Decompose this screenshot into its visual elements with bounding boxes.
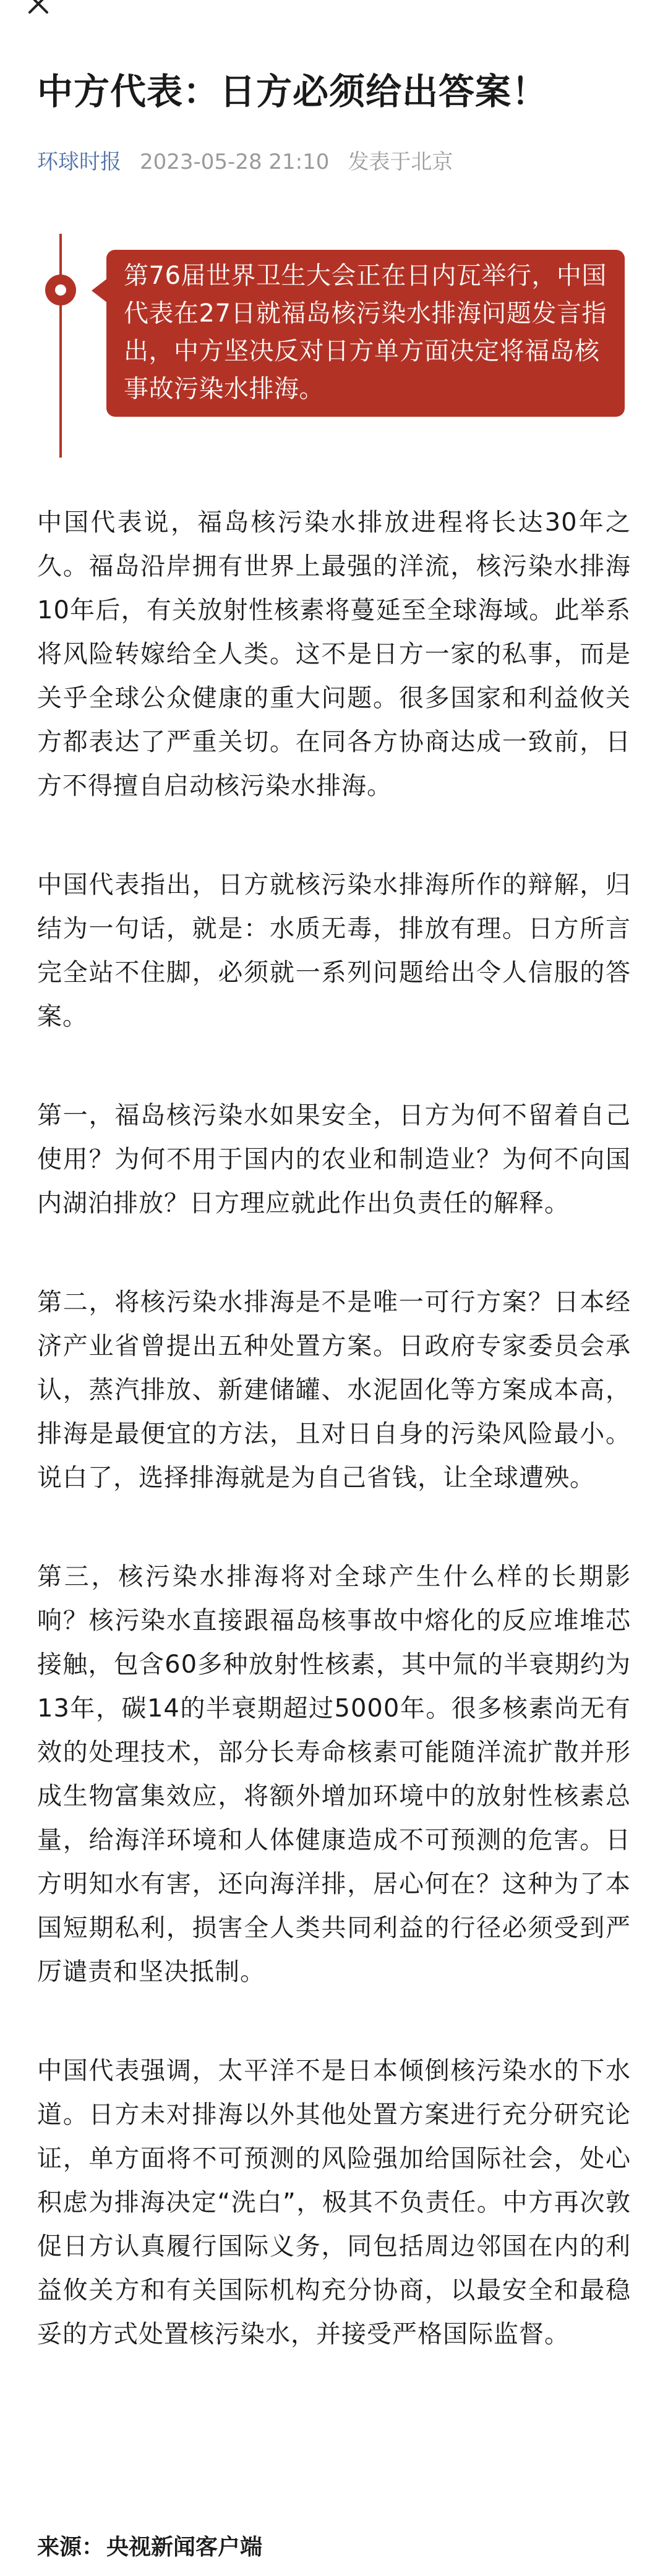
callout-pointer xyxy=(92,278,108,303)
body-paragraph: 第一，福岛核污染水如果安全，日方为何不留着自己使用？为何不用于国内的农业和制造业？为何不向国内湖泊排放？日方理应就此作出负责任的解释。 xyxy=(37,1101,631,1218)
source-value: 央视新闻客户端 xyxy=(106,2535,263,2560)
article-meta xyxy=(37,143,453,181)
source-link[interactable]: 环球时报 xyxy=(37,150,121,174)
top-bar xyxy=(0,0,668,25)
publish-location: 发表于北京 xyxy=(348,150,453,174)
article-title: 中方代表：日方必须给出答案！ xyxy=(37,70,549,113)
body-paragraph: 中国代表说，福岛核污染水排放进程将长达30年之久。福岛沿岸拥有世界上最强的洋流，核污染水排海10年后，有关放射性核素将蔓延至全球海域。此举系将风险转嫁给全人类。这不是日方一家的私事，而是关乎全球公众健康的重大问题。很多国家和利益攸关方都表达了严重关切。在同各方协商达成一致前，日方不得擅自启动核污染水排海。 xyxy=(37,508,631,800)
timeline-dot-icon xyxy=(45,275,76,305)
close-icon[interactable] xyxy=(26,0,51,16)
source-label: 来源： xyxy=(37,2535,105,2560)
article-body xyxy=(37,501,631,2356)
body-paragraph: 第三，核污染水排海将对全球产生什么样的长期影响？核污染水直接跟福岛核事故中熔化的反应堆堆芯接触，包含60多种放射性核素，其中氚的半衰期约为13年，碳14的半衰期超过5000年。很多核素尚无有效的处理技术，部分长寿命核素可能随洋流扩散并形成生物富集效应，将额外增加环境中的放射性核素总量，给海洋环境和人体健康造成不可预测的危害。日方明知水有害，还向海洋排，居心何在？这种为了本国短期私利，损害全人类共同利益的行径必须受到严厉谴责和坚决抵制。 xyxy=(37,1563,631,1986)
body-paragraph: 中国代表强调，太平洋不是日本倾倒核污染水的下水道。日方未对排海以外其他处置方案进行充分研究论证，单方面将不可预测的风险强加给国际社会，处心积虑为排海决定“洗白”，极其不负责任。中方再次敦促日方认真履行国际义务，同包括周边邻国在内的利益攸关方和有关国际机构充分协商，以最安全和最稳妥的方式处置核污染水，并接受严格国际监督。 xyxy=(37,2057,631,2348)
timeline-line xyxy=(59,234,62,458)
publish-date: 2023-05-28 21:10 xyxy=(140,150,330,174)
article-source-footer xyxy=(37,2532,262,2563)
body-paragraph: 中国代表指出，日方就核污染水排海所作的辩解，归结为一句话，就是：水质无毒，排放有理。日方所言完全站不住脚，必须就一系列问题给出令人信服的答案。 xyxy=(37,871,631,1031)
summary-callout: 第76届世界卫生大会正在日内瓦举行，中国代表在27日就福岛核污染水排海问题发言指出，中方坚决反对日方单方面决定将福岛核事故污染水排海。 xyxy=(106,250,625,417)
body-paragraph: 第二，将核污染水排海是不是唯一可行方案？日本经济产业省曾提出五种处置方案。日政府专家委员会承认，蒸汽排放、新建储罐、水泥固化等方案成本高，排海是最便宜的方法，且对日自身的污染风险最小。说白了，选择排海就是为自己省钱，让全球遭殃。 xyxy=(37,1288,631,1492)
